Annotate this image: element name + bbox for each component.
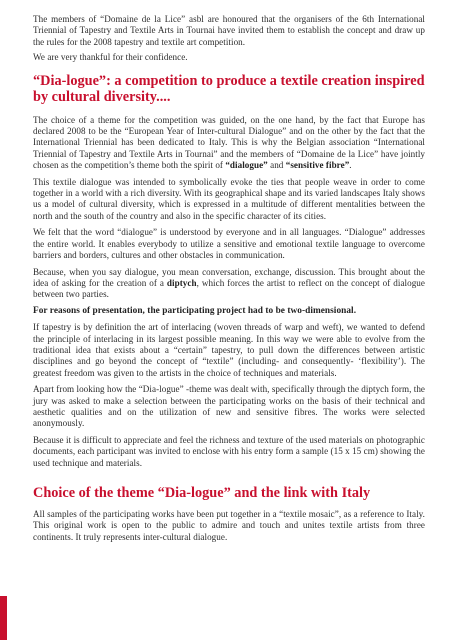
- section-heading-dialogue-competition: “Dia-logue”: a competition to produce a textile creation inspired by cultural diversity....: [33, 72, 425, 105]
- intro-paragraph: The members of “Domaine de la Lice” asbl are honoured that the organisers of the 6th International Triennial of Tapestry and Textile Arts in Tournai have invited them to establish the concept and draw up the rules for the 2008 tapestry and textile art competition.: [33, 14, 425, 47]
- thanks-paragraph: We are very thankful for their confidence.: [33, 52, 188, 63]
- jury-selection-paragraph: Apart from looking how the “Dia-logue” -theme was dealt with, specifically through the diptych form, the jury was asked to make a selection between the participating works on the basis of their technical and aesthetic qualities and on the utilization of new and sensitive fibres. The works were selected anonymously.: [33, 384, 425, 429]
- dialogue-term: “dialogue”: [225, 160, 268, 171]
- textile-mosaic-paragraph: All samples of the participating works have been put together in a “textile mosaic”, as a reference to Italy. This original work is open to the public to admire and touch and unites textile artists from three continents. It truly represents inter-cultural dialogue.: [33, 509, 425, 542]
- page-edge-marker: [0, 596, 7, 640]
- diptych-term: diptych: [166, 277, 197, 288]
- diptych-text-end: , which forces the artist to reflect on the concept of dialogue between two parties.: [33, 277, 425, 300]
- sensitive-fibre-term: “sensitive fibre”: [285, 160, 350, 171]
- theme-choice-conjunction: and: [267, 160, 286, 171]
- section-heading-theme-italy: Choice of the theme “Dia-logue” and the link with Italy: [33, 485, 371, 501]
- theme-choice-end: .: [349, 160, 352, 171]
- sample-paragraph: Because it is difficult to appreciate and feel the richness and texture of the used materials on photographic documents, each participant was invited to enclose with his entry form a sample (15 x 15 cm) showing the used technique and materials.: [33, 434, 425, 468]
- dialogue-word-paragraph: We felt that the word “dialogue” is understood by everyone and in all languages. “Dialogue” addresses the entire world. It enables everybody to utilize a sensitive and emotional textile language to overcome barriers and borders, cultures and other obstacles in communication.: [33, 227, 425, 261]
- textile-dialogue-paragraph: This textile dialogue was intended to symbolically evoke the ties that people weave in order to come together in a world with a rich diversity. With its geographical shape and its varied landscapes Italy shows us a model of cultural diversity, which is expressed in a multitude of different mentalities between the north and the south of the country and also in the specific character of its cities.: [33, 176, 425, 221]
- interlacing-paragraph: If tapestry is by definition the art of interlacing (woven threads of warp and weft), we wanted to defend the principle of interlacing in its largest possible meaning. In this way we were able to evolve from the traditional idea that exists about a “certain” tapestry, to pull down the differences between artistic disciplines and go beyond the concept of “textile” (including- and consequently- ‘flexibility’). The greatest freedom was given to the artists in the choice of techniques and materials.: [33, 322, 425, 378]
- document-page: [33, 14, 425, 548]
- diptych-text: Because, when you say dialogue, you mean conversation, exchange, discussion. This brought about the idea of asking for the creation of a: [33, 266, 425, 288]
- diptych-paragraph: [33, 267, 425, 301]
- theme-choice-text: The choice of a theme for the competition was guided, on the one hand, by the fact that Europe has declared 2008 to be the “European Year of Inter-cultural Dialogue” and on the other by the fact that the International Triennial has been dedicated to Italy. This is why the Belgian association “International Triennial of Tapestry and Textile Arts in Tournai” and the members of “Domaine de la Lice” have jointly chosen as the competition’s theme both the spirit of: [33, 114, 425, 171]
- theme-choice-paragraph: [33, 115, 425, 172]
- presentation-requirement: For reasons of presentation, the participating project had to be two-dimensional.: [33, 305, 357, 316]
